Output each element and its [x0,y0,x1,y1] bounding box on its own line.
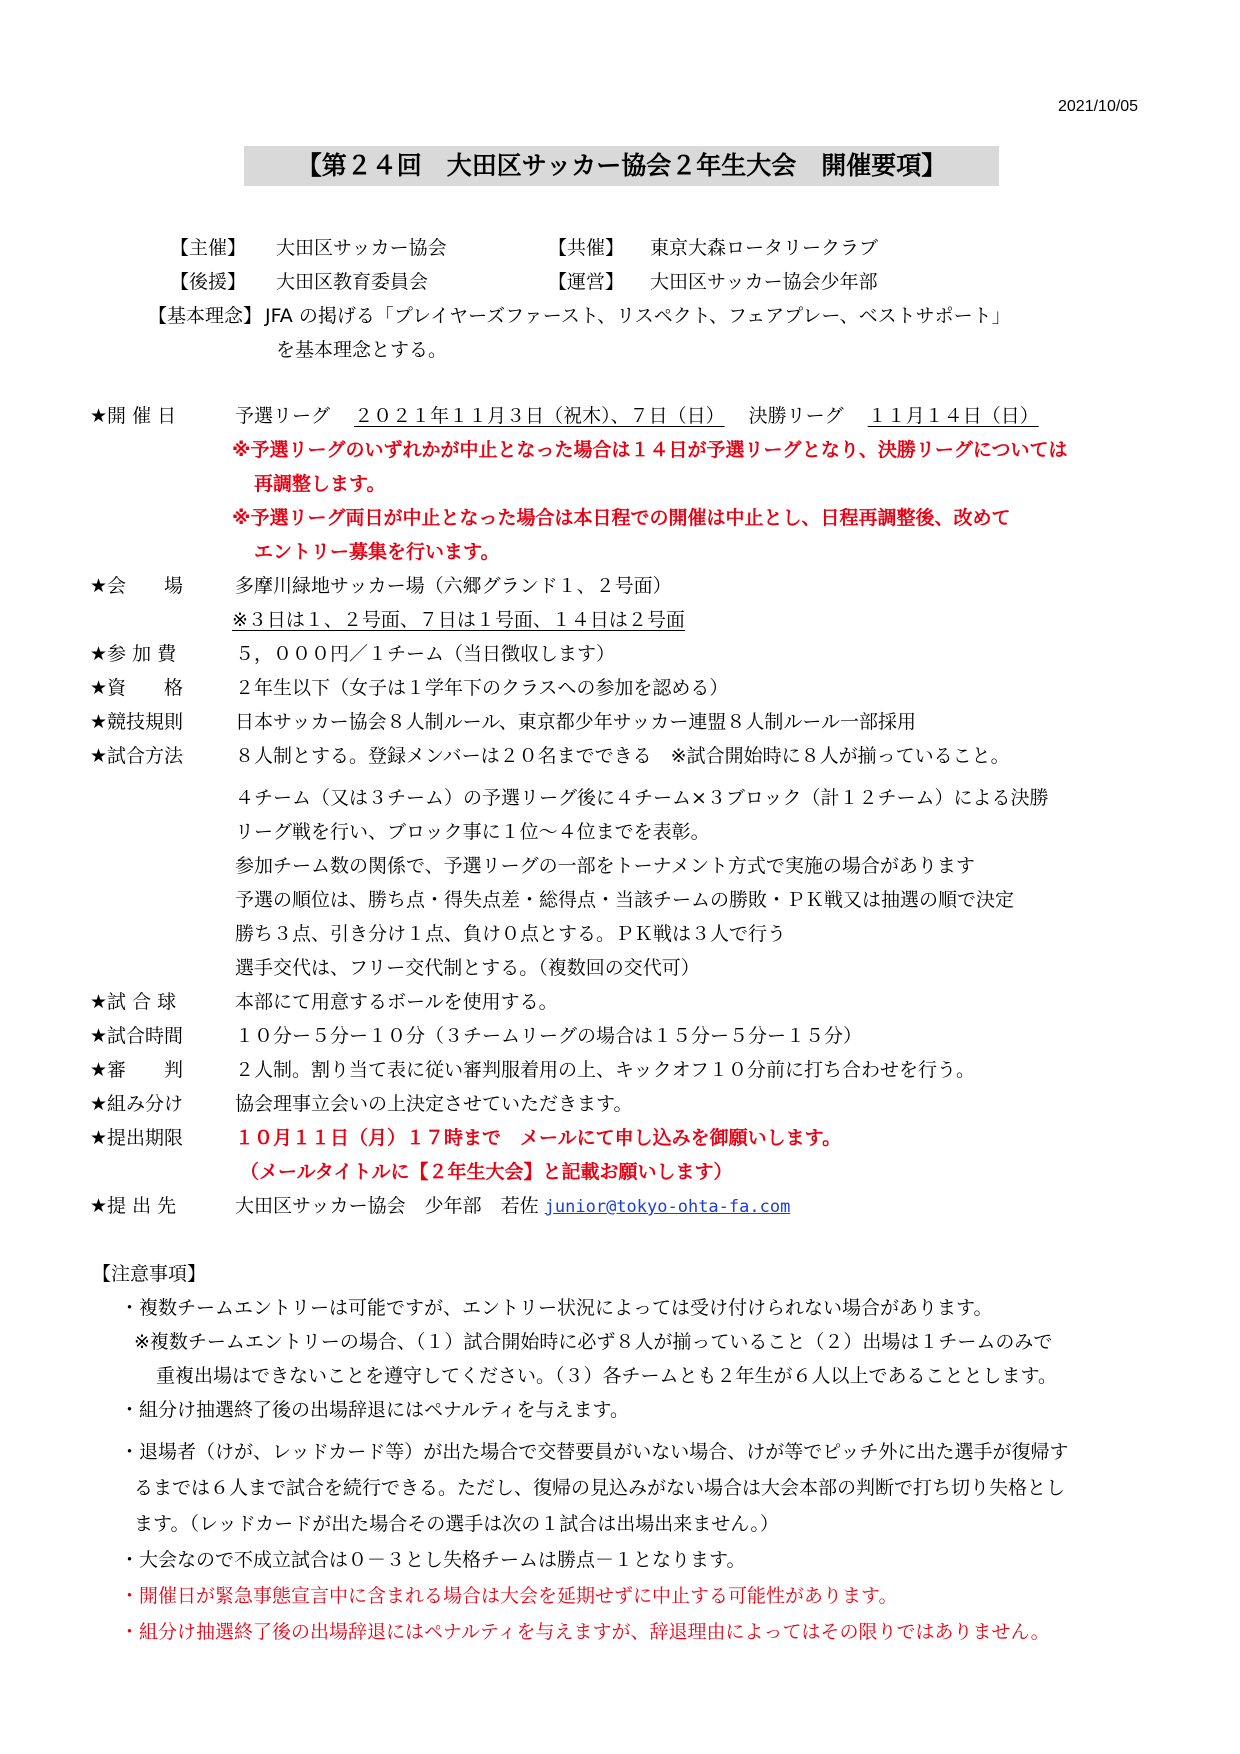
ball-value: 本部にて用意するボールを使用する。 [235,991,558,1013]
note-6: ・組分け抽選終了後の出場辞退にはペナルティを与えますが、辞退理由によってはその限りではありません。 [120,1621,1050,1643]
notes-heading: 【注意事項】 [92,1263,207,1285]
note-3a: ・退場者（けが、レッドカード等）が出た場合で交替要員がいない場合、けが等でピッチ外に出た選手が復帰す [120,1441,1069,1463]
note-2: ・組分け抽選終了後の出場辞退にはペナルティを与えます。 [120,1399,630,1421]
referee-label: ★審 判 [90,1059,184,1081]
note-3c: ます。（レッドカードが出た場合その選手は次の１試合は出場出来ません。） [134,1513,779,1535]
prelim-dates: ２０２１年１１月３日（祝木）、７日（日） [354,405,725,427]
note-1a: ※複数チームエントリーの場合、（１）試合開始時に必ず８人が揃っていること（２）出場は１チームのみで [134,1331,1053,1353]
email-link[interactable]: junior@tokyo-ohta-fa.com [544,1197,791,1217]
philosophy-label: 【基本理念】 [148,305,263,327]
eligibility-value: ２年生以下（女子は１学年下のクラスへの参加を認める） [235,677,729,699]
schedule-label: ★開 催 日 [90,405,177,427]
time-label: ★試合時間 [90,1025,184,1047]
schedule-note-2b: エントリー募集を行います。 [254,541,500,563]
venue-note: ※３日は１、２号面、７日は１号面、１４日は２号面 [232,609,685,631]
support-value: 大田区教育委員会 [276,271,429,293]
note-5: ・開催日が緊急事態宣言中に含まれる場合は大会を延期せずに中止する可能性があります。 [120,1585,898,1607]
host-label: 【主催】 [170,237,247,259]
format-line-1: ８人制とする。登録メンバーは２０名までできる ※試合開始時に８人が揃っていること。 [235,745,1010,767]
schedule-line [235,404,1039,428]
ball-label: ★試 合 球 [90,991,177,1013]
philosophy-line-2: を基本理念とする。 [276,339,448,361]
submit-value: 大田区サッカー協会 少年部 若佐 [235,1195,539,1217]
time-value: １０分ー５分ー１０分（３チームリーグの場合は１５分ー５分ー１５分） [235,1025,863,1047]
host-value: 大田区サッカー協会 [276,237,447,259]
prelim-label: 予選リーグ [235,405,331,427]
schedule-note-1a: ※予選リーグのいずれかが中止となった場合は１４日が予選リーグとなり、決勝リーグについては [232,439,1068,461]
deadline-value-2: （メールタイトルに【２年生大会】と記載お願いします） [240,1161,733,1183]
note-4: ・大会なので不成立試合は０－３とし失格チームは勝点－１となります。 [120,1549,746,1571]
note-3b: るまでは６人まで試合を続行できる。ただし、復帰の見込みがない場合は大会本部の判断で打ち切り失格とし [134,1477,1066,1499]
format-line-2: ４チーム（又は３チーム）の予選リーグ後に４チーム×３ブロック（計１２チーム）による決勝 [235,787,1049,809]
final-date: １１月１４日（日） [867,405,1039,427]
submit-label: ★提 出 先 [90,1195,177,1217]
operation-label: 【運営】 [548,271,625,293]
co-host-value: 東京大森ロータリークラブ [650,237,879,259]
support-label: 【後援】 [170,271,247,293]
grouping-value: 協会理事立会いの上決定させていただきます。 [235,1093,633,1115]
format-line-3: リーグ戦を行い、ブロック事に１位～４位までを表彰。 [235,821,710,843]
venue-value: 多摩川緑地サッカー場（六郷グランド１、２号面） [235,575,672,597]
document-date: 2021/10/05 [1058,98,1139,115]
deadline-label: ★提出期限 [90,1127,184,1149]
eligibility-label: ★資 格 [90,677,184,699]
format-line-5: 予選の順位は、勝ち点・得失点差・総得点・当該チームの勝敗・ＰＫ戦又は抽選の順で決定 [235,889,1015,911]
grouping-label: ★組み分け [90,1093,184,1115]
note-1b: 重複出場はできないことを遵守してください。（３）各チームとも２年生が６人以上であることとします。 [156,1365,1057,1387]
note-1: ・複数チームエントリーは可能ですが、エントリー状況によっては受け付けられない場合があります。 [120,1297,993,1319]
deadline-value-1: １０月１１日（月）１７時まで メールにて申し込みを御願いします。 [235,1127,842,1149]
operation-value: 大田区サッカー協会少年部 [650,271,878,293]
rules-label: ★競技規則 [90,711,184,733]
format-line-4: 参加チーム数の関係で、予選リーグの一部をトーナメント方式で実施の場合があります [235,855,975,877]
submit-line [235,1194,790,1219]
format-line-6: 勝ち３点、引き分け１点、負け０点とする。ＰＫ戦は３人で行う [235,923,787,945]
format-line-7: 選手交代は、フリー交代制とする。（複数回の交代可） [235,957,700,979]
schedule-note-1b: 再調整します。 [254,473,386,495]
fee-value: ５，０００円／１チーム（当日徴収します） [235,643,616,665]
venue-label: ★会 場 [90,575,184,597]
final-label: 決勝リーグ [748,405,844,427]
format-label: ★試合方法 [90,745,184,767]
co-host-label: 【共催】 [548,237,625,259]
schedule-note-2a: ※予選リーグ両日が中止となった場合は本日程での開催は中止とし、日程再調整後、改めて [232,507,1011,529]
fee-label: ★参 加 費 [90,643,177,665]
rules-value: 日本サッカー協会８人制ルール、東京都少年サッカー連盟８人制ルール一部採用 [235,711,916,733]
referee-value: ２人制。割り当て表に従い審判服着用の上、キックオフ１０分前に打ち合わせを行う。 [235,1059,976,1081]
document-title: 【第２４回 大田区サッカー協会２年生大会 開催要項】 [244,146,999,186]
philosophy-line-1: JFA の掲げる「プレイヤーズファースト、リスペクト、フェアプレー、ベストサポート」 [265,305,1011,327]
